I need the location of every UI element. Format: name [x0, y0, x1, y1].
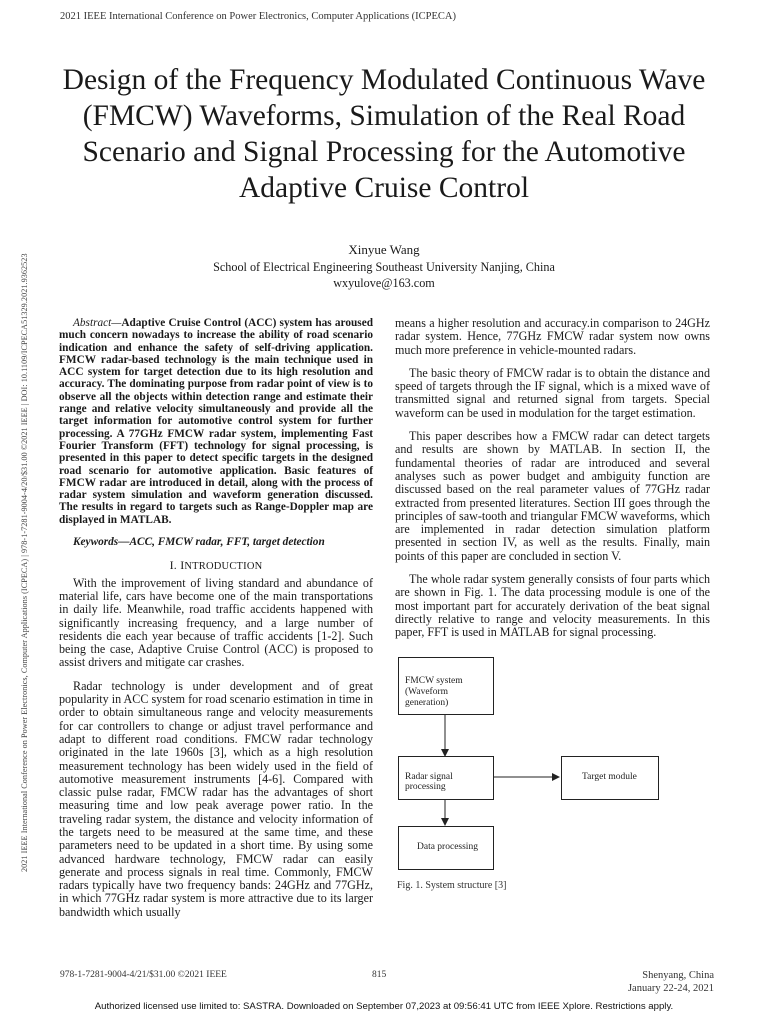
keywords-body: ACC, FMCW radar, FFT, target detection — [129, 536, 325, 549]
license-notice: Authorized licensed use limited to: SASTRA. Downloaded on September 07,2023 at 09:56:41 UTC from IEEE Xplore. Restrictions apply. — [94, 1001, 674, 1012]
body-paragraph: The whole radar system generally consists of four parts which are shown in Fig. 1. The data processing module is one of the most important part for accurately derivation of the beat signal directly relative to range and velocity measurements. In this paper, FFT is used in MATLAB for signal processing. — [395, 572, 710, 640]
data-processing-box — [398, 826, 494, 870]
author-name: Xinyue Wang — [348, 242, 420, 257]
side-citation-text: 2021 IEEE International Conference on Power Electronics, Computer Applications (ICPECA) | 978-1-7281-9004-4/20/$31.00 ©2021 IEEE | DOI: 10.1109/ICPECA51329.2021.9362523 — [20, 253, 29, 872]
keywords — [59, 536, 373, 549]
section-number: I. — [169, 558, 181, 573]
figure-caption: Fig. 1. System structure [3] — [397, 880, 507, 891]
paper-title: Design of the Frequency Modulated Continuous Wave (FMCW) Waveforms, Simulation of the Real Road Scenario and Signal Processing for the Automotive Adaptive Cruise Control — [62, 64, 706, 204]
section-heading-introduction — [59, 559, 373, 573]
right-column — [395, 317, 710, 640]
section-title-rest: NTRODUCTION — [184, 561, 263, 573]
body-paragraph: Radar technology is under development and of great popularity in ACC system for road scenario estimation in time in order to obtain simultaneous range and velocity measurements for car controllers to change or adjust travel performance and adapt to different road conditions. FMCW radar technology originated in the late 1960s [3], which as a high resolution measurement technology has been widely used in the field of automotive measurement instruments [4-6]. Compared with classic pulse radar, FMCW radar has the advantages of short measuring time and low peak average power ratio. In the traveling radar system, the distance and velocity information of the targets need to be measured at the same time, and these parameters need to be updated in a short time. By using some advanced hardware technology, FMCW radar can easily generate and process signals in real time. Commonly, FMCW radars typically have two frequency bands: 24GHz and 77GHz, in which 77GHz radar system is more attractive due to its larger bandwidth which usually — [59, 678, 373, 919]
radar-signal-processing-label: Radar signal processing — [405, 772, 453, 792]
body-paragraph: This paper describes how a FMCW radar can detect targets and results are shown by MATLAB. In section II, the fundamental theories of radar are introduced and several analyses such as power budget and ambiguity function are discussed based on the real parameter values of 77GHz radar extracted from presented literatures. Section III goes through the principles of saw-tooth and triangular FMCW waveforms, which are implemented in radar detection simulation platform presented in section IV, as well as the results. Finally, main points of this paper are concluded in section V. — [395, 429, 710, 563]
author-email: wxyulove@163.com — [333, 276, 435, 290]
target-module-box — [561, 756, 659, 800]
section-initial: I — [180, 558, 185, 573]
fmcw-system-label: FMCW system — [405, 676, 463, 686]
abstract-body: Adaptive Cruise Control (ACC) system has aroused much concern nowadays to increase the ability of road scenario indication and enhance the safety of self-driving application. FMCW radar-based technology is the main technique used in ACC system for target detection due to its high resolution and accuracy. The dominating purpose from radar point of view is to observe all the objects within detection range and estimate their range and relative velocity simultaneously and provide all the target information for automotive control system for further processing. A 77GHz FMCW radar system, implementing Fast Fourier Transform (FFT) technology for signal processing, is presented in this paper to detect specific targets in the designed road scenario for automotive application. Basic features of FMCW radar are introduced in detail, along with the process of radar system simulation and waveform generation discussed. The results in regard to targets such as Range-Doppler map are displayed in MATLAB. — [59, 317, 373, 526]
footer-copyright: 978-1-7281-9004-4/21/$31.00 ©2021 IEEE — [60, 970, 227, 980]
data-processing-label: Data processing — [417, 842, 478, 852]
footer-dates: January 22-24, 2021 — [627, 983, 714, 994]
target-module-label: Target module — [582, 772, 637, 782]
abstract — [59, 317, 373, 526]
body-paragraph: The basic theory of FMCW radar is to obtain the distance and speed of targets through the IF signal, which is a mixed wave of transmitted signal and returned signal from targets. Special waveform can be used in modulation for the target estimation. — [395, 365, 710, 420]
radar-signal-processing-box — [398, 756, 494, 800]
body-paragraph: means a higher resolution and accuracy.in comparison to 24GHz radar system. Hence, 77GHz FMCW radar system now owns much more preference in vehicle-mounted radars. — [395, 316, 710, 357]
fmcw-system-box — [398, 657, 494, 715]
figure-system-structure — [395, 650, 715, 880]
abstract-lead: Abstract— — [73, 317, 122, 329]
waveform-generation-label: (Waveform generation) — [405, 687, 449, 708]
footer-location: Shenyang, China — [642, 970, 714, 981]
keywords-lead: Keywords— — [73, 536, 130, 549]
author-affiliation: School of Electrical Engineering Southeast University Nanjing, China — [213, 260, 555, 274]
left-column — [59, 317, 373, 919]
body-paragraph: With the improvement of living standard and abundance of material life, cars have become one of the main transportations in daily life. Meanwhile, road traffic accidents happened with significantly increasing frequency, and a large number of residents die each year because of traffic accidents [1-2]. Such being the case, Adaptive Cruise Control (ACC) is proposed to assist drivers and mitigate car crashes. — [59, 575, 373, 670]
conference-header: 2021 IEEE International Conference on Power Electronics, Computer Applications (ICPECA) — [60, 11, 456, 22]
page-number: 815 — [372, 970, 387, 980]
